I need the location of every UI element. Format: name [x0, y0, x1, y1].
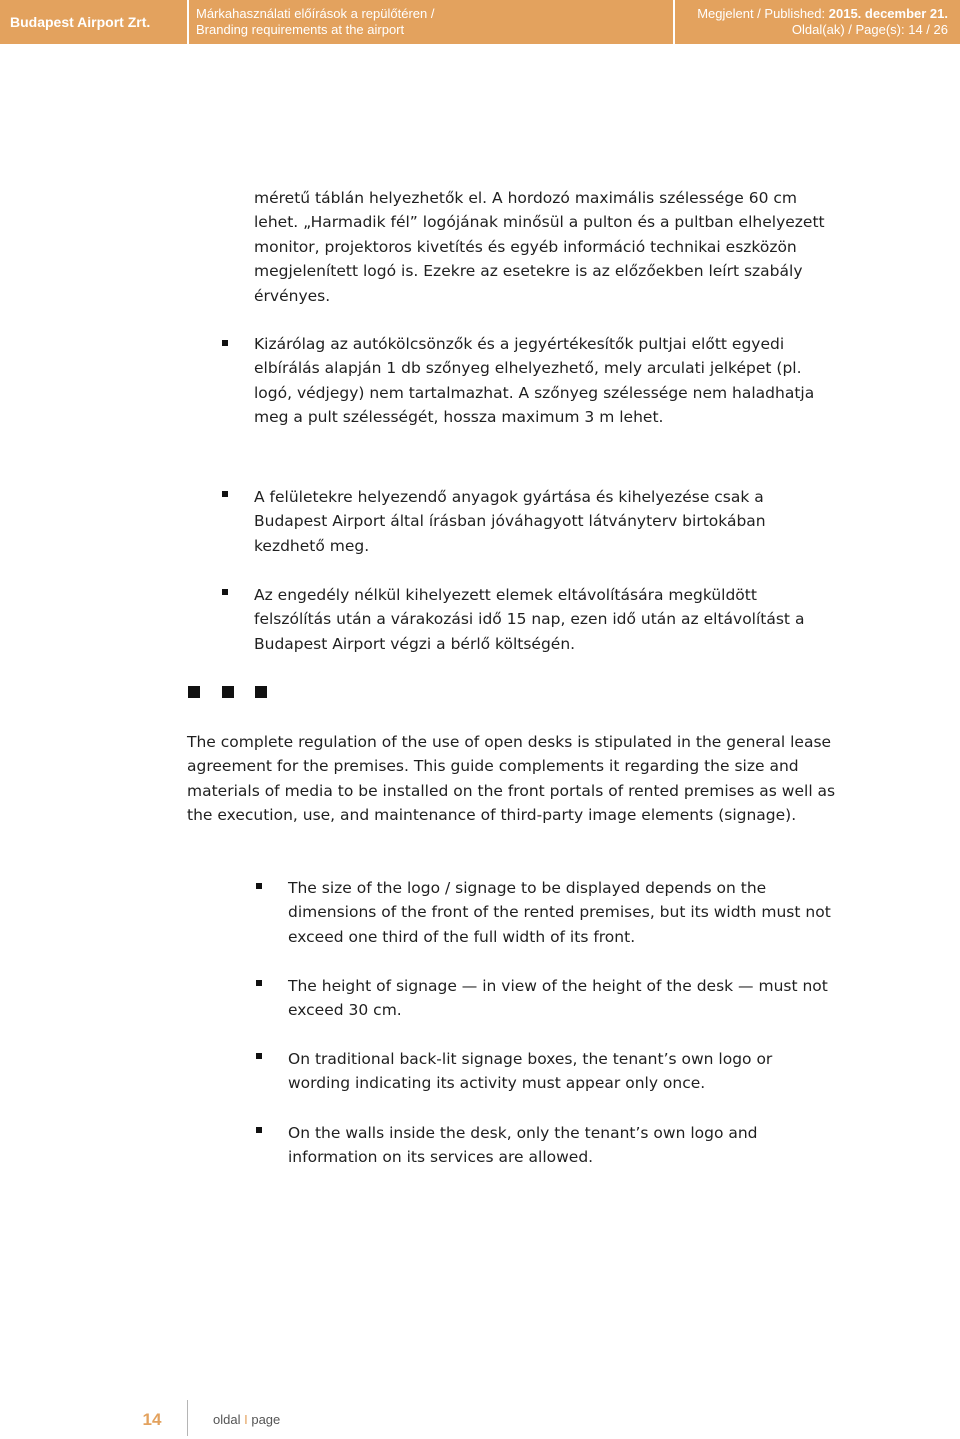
title-hungarian: Márkahasználati előírások a repülőtéren /: [196, 6, 435, 21]
published-label: Megjelent / Published:: [697, 6, 826, 21]
bullet-square-icon: [256, 980, 262, 986]
list-item-hu-1: Kizárólag az autókölcsönzők és a jegyértékesítők pultjai előtt egyedi elbírálás alapján 1 db szőnyeg elhelyezhető, mely arculati jelképet (pl. logó, védjegy) nem tartalmazhat. A szőnyeg szélessége nem haladhatja meg a pult szélességét, hossza maximum 3 m lehet.: [254, 335, 815, 427]
section-separator: [188, 686, 278, 700]
document-meta: [675, 0, 960, 44]
separator-square-icon: [222, 686, 234, 698]
footer-page-number: 14: [142, 1410, 162, 1429]
list-item-en-2: The height of signage — in view of the height of the desk — must not exceed 30 cm.: [288, 977, 828, 1020]
list-item-hu-2: A felületekre helyezendő anyagok gyártása és kihelyezése csak a Budapest Airport által írásban jóváhagyott látványterv birtokában kezdhető meg.: [254, 488, 766, 555]
footer-page-label: [213, 1412, 280, 1427]
bullet-square-icon: [222, 491, 228, 497]
page-header: [0, 0, 960, 44]
page-count-label: Oldal(ak) / Page(s):: [791, 22, 905, 37]
bullet-square-icon: [256, 1053, 262, 1059]
footer-label-separator: I: [244, 1412, 248, 1427]
list-item-en-1: The size of the logo / signage to be displayed depends on the dimensions of the front of the rented premises, but its width must not exceed one third of the full width of its front.: [288, 879, 831, 946]
separator-square-icon: [255, 686, 267, 698]
bullet-square-icon: [222, 589, 228, 595]
footer-label-hu: oldal: [213, 1412, 241, 1427]
published-date: 2015. december 21.: [828, 6, 948, 21]
page-count-line: [675, 22, 948, 38]
separator-square-icon: [188, 686, 200, 698]
published-line: [675, 6, 948, 22]
title-english: Branding requirements at the airport: [196, 22, 405, 37]
list-item-hu-3: Az engedély nélkül kihelyezett elemek eltávolítására megküldött felszólítás után a várakozási idő 15 nap, ezen idő után az eltávolítást a Budapest Airport végzi a bérlő költségén.: [254, 586, 805, 653]
footer-divider: [187, 1400, 188, 1436]
document-title: [189, 0, 673, 44]
page-count-value: 14 / 26: [908, 22, 948, 37]
intro-paragraph-en: The complete regulation of the use of open desks is stipulated in the general lease agreement for the premises. This guide complements it regarding the size and materials of media to be installed on the front portals of rented premises as well as the execution, use, and maintenance of third-party image elements (signage).: [187, 733, 836, 825]
continued-paragraph-hu: méretű táblán helyezhetők el. A hordozó maximális szélessége 60 cm lehet. „Harmadik fél” logójának minősül a pulton és a pultban elhelyezett monitor, projektoros kivetítés és egyéb információ technikai eszközön megjelenített logó is. Ezekre az esetekre is az előzőekben leírt szabály érvényes.: [254, 189, 825, 305]
company-name: Budapest Airport Zrt.: [0, 0, 187, 44]
bullet-square-icon: [222, 340, 228, 346]
footer-label-en: page: [251, 1412, 281, 1427]
list-item-en-3: On traditional back-lit signage boxes, the tenant’s own logo or wording indicating its activity must appear only once.: [288, 1050, 773, 1093]
bullet-square-icon: [256, 1127, 262, 1133]
bullet-square-icon: [256, 883, 262, 889]
list-item-en-4: On the walls inside the desk, only the tenant’s own logo and information on its services are allowed.: [288, 1124, 758, 1167]
